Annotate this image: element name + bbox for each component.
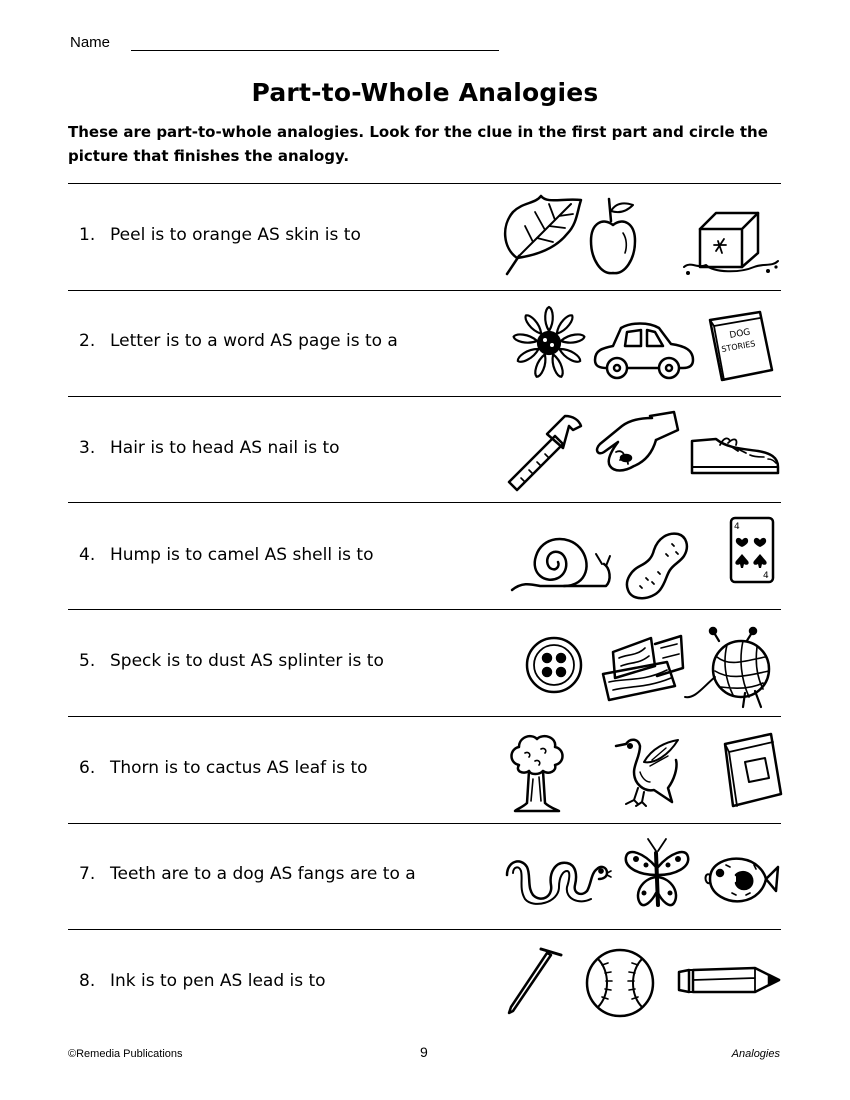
question-number: 5. [79, 651, 96, 671]
page-number: 9 [420, 1044, 428, 1060]
nail-icon[interactable] [505, 943, 565, 1015]
question-number: 7. [79, 864, 96, 884]
card-rank-bottom: 4 [763, 571, 769, 581]
question-3 [79, 438, 340, 458]
baseball-icon[interactable] [584, 947, 656, 1019]
book-icon[interactable] [708, 310, 774, 382]
leaf-icon[interactable] [497, 192, 585, 278]
question-7 [79, 864, 416, 884]
ice-cube-icon[interactable] [680, 207, 784, 275]
question-number: 2. [79, 331, 96, 351]
question-2 [79, 331, 398, 351]
publisher-credit: ©Remedia Publications [68, 1048, 183, 1060]
car-icon[interactable] [591, 320, 697, 382]
flower-icon[interactable] [514, 305, 584, 381]
wood-icon[interactable] [601, 632, 685, 702]
divider-line [68, 929, 781, 930]
shoe-icon[interactable] [688, 435, 782, 477]
snake-icon[interactable] [505, 853, 609, 905]
button-icon[interactable] [524, 635, 584, 695]
playing-card-icon[interactable] [729, 516, 775, 584]
question-number: 3. [79, 438, 96, 458]
divider-line [68, 290, 781, 291]
book-title-line2: STORIES [720, 339, 757, 354]
name-line[interactable] [131, 50, 499, 51]
question-number: 1. [79, 225, 96, 245]
divider-line [68, 609, 781, 610]
yarn-ball-icon[interactable] [683, 627, 783, 709]
bird-icon[interactable] [612, 734, 682, 806]
question-number: 4. [79, 545, 96, 565]
book-title-line1: DOG [728, 327, 752, 341]
divider-line [68, 823, 781, 824]
divider-line [68, 502, 781, 503]
instructions: These are part-to-whole analogies. Look for the clue in the first part and circle the picture that finishes the analogy. [68, 123, 768, 165]
question-text: Letter is to a word AS page is to a [110, 331, 398, 351]
apple-icon[interactable] [589, 195, 637, 279]
question-4 [79, 545, 374, 565]
divider-line [68, 183, 781, 184]
question-5 [79, 651, 384, 671]
book-title: Analogies [731, 1048, 780, 1060]
fish-icon[interactable] [702, 855, 780, 905]
page-title: Part-to-Whole Analogies [251, 78, 599, 107]
butterfly-icon[interactable] [622, 837, 692, 913]
question-text: Teeth are to a dog AS fangs are to a [110, 864, 416, 884]
question-text: Peel is to orange AS skin is to [110, 225, 361, 245]
pencil-icon[interactable] [677, 964, 783, 998]
question-number: 8. [79, 971, 96, 991]
question-text: Hump is to camel AS shell is to [110, 545, 374, 565]
question-1 [79, 225, 361, 245]
divider-line [68, 396, 781, 397]
peanut-icon[interactable] [622, 530, 692, 602]
question-8 [79, 971, 326, 991]
question-text: Ink is to pen AS lead is to [110, 971, 326, 991]
hammer-icon[interactable] [507, 412, 583, 492]
question-text: Hair is to head AS nail is to [110, 438, 340, 458]
divider-line [68, 716, 781, 717]
question-number: 6. [79, 758, 96, 778]
tree-icon[interactable] [507, 731, 567, 813]
question-text: Thorn is to cactus AS leaf is to [110, 758, 368, 778]
snail-icon[interactable] [510, 528, 616, 594]
name-label: Name [70, 34, 111, 51]
question-6 [79, 758, 368, 778]
book-icon[interactable] [721, 732, 785, 808]
hand-icon[interactable] [590, 410, 680, 478]
card-rank-top: 4 [734, 522, 740, 532]
question-text: Speck is to dust AS splinter is to [110, 651, 384, 671]
